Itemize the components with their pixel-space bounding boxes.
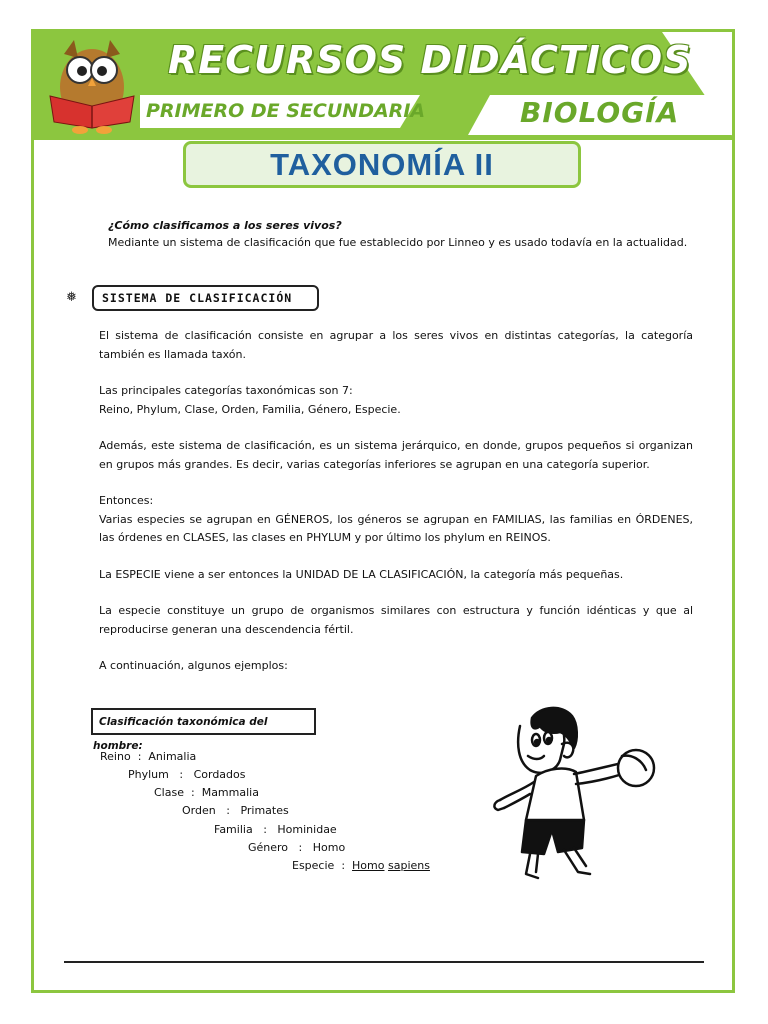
taxon-sep: : — [137, 750, 142, 763]
paragraph-text: Reino, Phylum, Clase, Orden, Familia, Género, Especie. — [99, 402, 401, 416]
taxon-rank: Familia — [214, 823, 253, 836]
section-heading: SISTEMA DE CLASIFICACIÓN — [102, 291, 293, 305]
snowflake-bullet-icon: ❅ — [66, 290, 77, 305]
paragraph-1 — [99, 327, 693, 364]
intro-answer: Mediante un sistema de clasificación que fue establecido por Linneo y es usado todavía en la actualidad. — [108, 236, 688, 249]
taxon-row-phylum — [128, 768, 245, 781]
paragraph-text: A continuación, algunos ejemplos: — [99, 659, 288, 672]
taxon-value: Hominidae — [277, 823, 337, 836]
subject-label: BIOLOGÍA — [520, 96, 680, 129]
taxon-value: Mammalia — [201, 786, 259, 799]
taxon-value: Animalia — [148, 750, 197, 763]
taxon-row-genero — [248, 841, 345, 854]
taxon-rank: Género — [248, 841, 289, 854]
paragraph-5 — [99, 566, 693, 585]
taxon-row-orden — [182, 804, 289, 817]
taxon-rank: Clase — [154, 786, 184, 799]
brand-title: RECURSOS DIDÁCTICOS — [168, 38, 692, 82]
taxon-sep: : — [298, 841, 303, 854]
example-heading: Clasificación taxonómica del hombre: — [93, 716, 268, 752]
paragraph-text: Entonces: — [99, 494, 154, 507]
taxon-genus: Homo — [352, 859, 385, 872]
taxon-species: sapiens — [387, 859, 430, 872]
paragraph-text: Las principales categorías taxonómicas son 7: — [99, 384, 353, 397]
page-title: TAXONOMÍA II — [270, 147, 494, 182]
paragraph-7 — [99, 657, 693, 676]
paragraph-2 — [99, 382, 693, 419]
taxon-sep: : — [226, 804, 230, 817]
taxon-rank: Orden — [182, 804, 216, 817]
grade-label: PRIMERO DE SECUNDARIA — [146, 100, 426, 122]
paragraph-text: La especie constituye un grupo de organismos similares con estructura y función idénticas y que al reproducirse generan una descendencia fértil. — [99, 604, 693, 636]
taxon-sep: : — [179, 768, 184, 781]
example-heading-box — [91, 708, 316, 752]
paragraph-4 — [99, 492, 693, 548]
paragraph-text: Además, este sistema de clasificación, es un sistema jerárquico, en donde, grupos pequeños si organizan en grupos más grandes. Es decir, varias categorías inferiores se agrupan en una categoría superior. — [99, 439, 693, 471]
taxon-value: Cordados — [193, 768, 246, 781]
taxon-row-reino — [100, 750, 196, 763]
paragraph-text: La ESPECIE viene a ser entonces la UNIDAD DE LA CLASIFICACIÓN, la categoría más pequeñas. — [99, 568, 624, 581]
taxon-value: Primates — [240, 804, 289, 817]
paragraph-text: El sistema de clasificación consiste en agrupar a los seres vivos en distintas categorías, la categoría también es llamada taxón. — [99, 329, 693, 361]
taxon-rank: Reino — [100, 750, 131, 763]
page-title-box — [183, 141, 581, 188]
taxon-row-clase — [154, 786, 259, 799]
man-holding-ball-illustration — [486, 704, 666, 884]
taxon-rank: Especie — [292, 859, 335, 872]
taxon-row-especie — [292, 859, 430, 872]
taxon-sep: : — [190, 786, 195, 799]
taxon-sep: : — [263, 823, 267, 836]
taxon-rank: Phylum — [128, 768, 169, 781]
taxon-value: Homo — [312, 841, 346, 854]
paragraph-text: Varias especies se agrupan en GÉNEROS, los géneros se agrupan en FAMILIAS, las familias en ÓRDENES, las órdenes en CLASES, las clases en PHYLUM y por último los phylum en REINOS. — [99, 512, 693, 544]
taxon-row-familia — [214, 823, 337, 836]
intro-question: ¿Cómo clasificamos a los seres vivos? — [108, 219, 342, 232]
paragraph-3 — [99, 437, 693, 474]
section-heading-box — [92, 285, 319, 311]
paragraph-6 — [99, 602, 693, 639]
footer-rule — [64, 961, 704, 963]
taxon-sep: : — [341, 859, 346, 872]
